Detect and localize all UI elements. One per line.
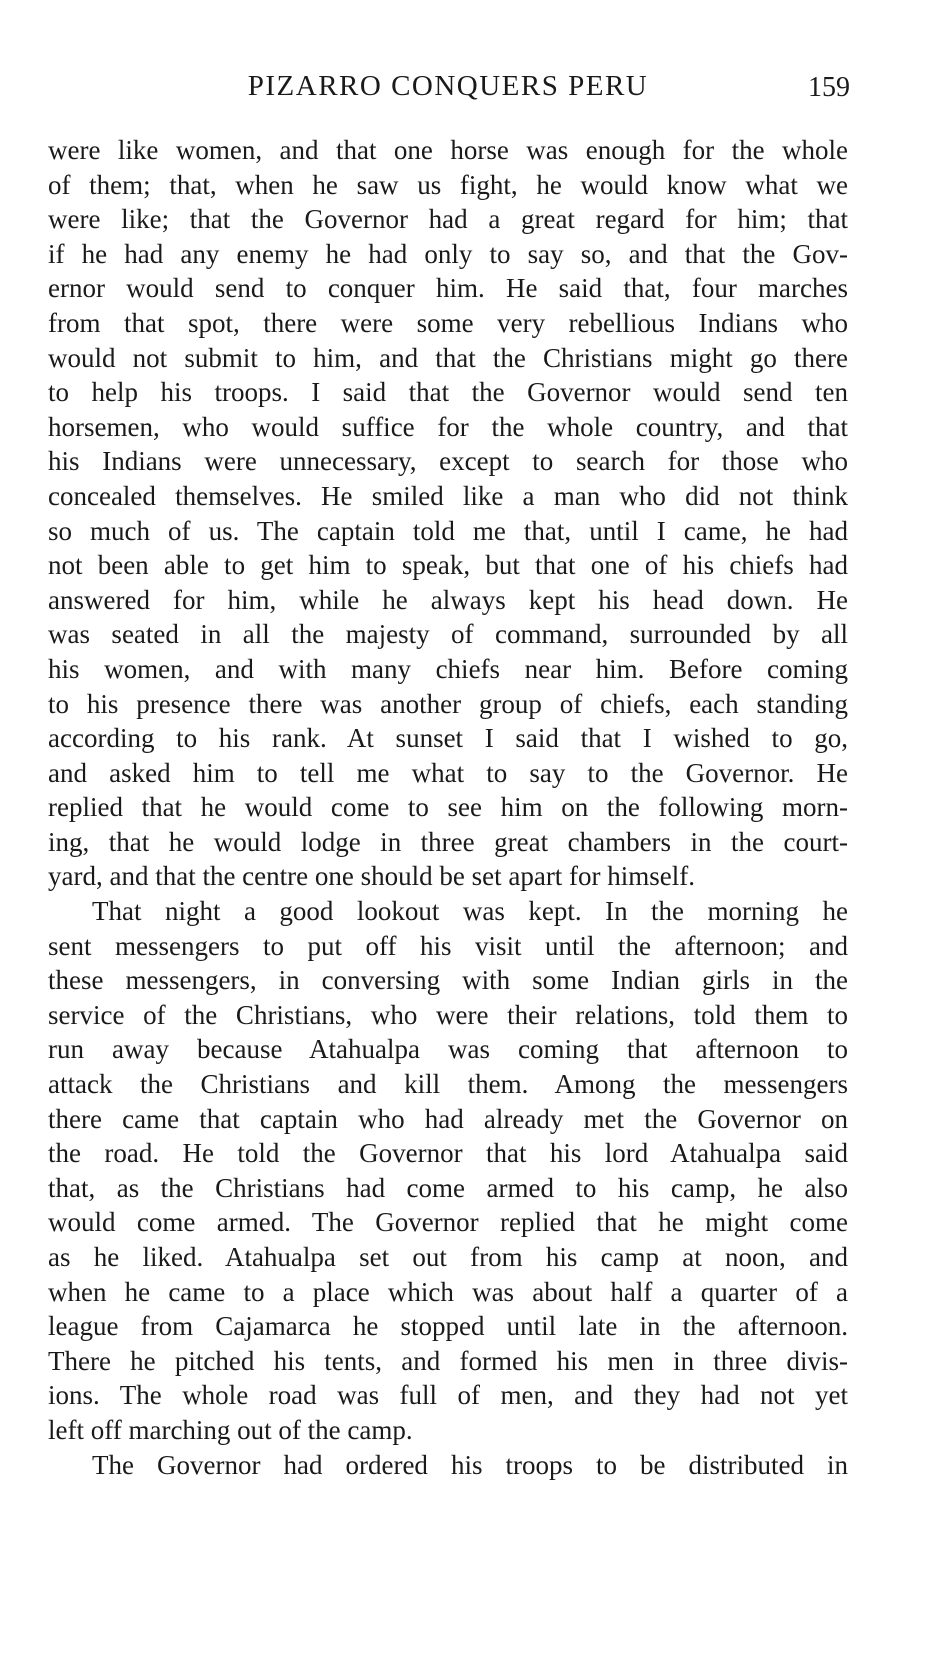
text-line: so much of us. The captain told me that, until I came, he had (48, 515, 848, 546)
text-line: The Governor had ordered his troops to be distributed in (92, 1449, 848, 1480)
text-line: of them; that, when he saw us fight, he would know what we (48, 169, 848, 200)
text-line: that, as the Christians had come armed to his camp, he also (48, 1172, 848, 1203)
text-line: would not submit to him, and that the Christians might go there (48, 342, 848, 373)
text-line: to help his troops. I said that the Governor would send ten (48, 377, 848, 408)
text-line: ernor would send to conquer him. He said that, four marches (48, 273, 848, 304)
text-line: ing, that he would lodge in three great chambers in the court- (48, 826, 848, 857)
page-number: 159 (808, 72, 850, 103)
text-line: according to his rank. At sunset I said that I wished to go, (48, 723, 848, 754)
text-line: concealed themselves. He smiled like a man who did not think (48, 480, 848, 511)
text-line: were like women, and that one horse was enough for the whole (48, 135, 848, 165)
text-line: not been able to get him to speak, but that one of his chiefs had (48, 550, 848, 581)
text-line: service of the Christians, who were their relations, told them to (48, 999, 848, 1030)
text-line: as he liked. Atahualpa set out from his camp at noon, and (48, 1242, 848, 1272)
text-line: answered for him, while he always kept his head down. He (48, 584, 848, 615)
text-line: would come armed. The Governor replied that he might come (48, 1207, 848, 1238)
text-line: his Indians were unnecessary, except to search for those who (48, 446, 848, 477)
text-line: when he came to a place which was about half a quarter of a (48, 1276, 848, 1307)
text-line: That night a good lookout was kept. In the morning he (92, 896, 848, 927)
text-line: yard, and that the centre one should be set apart for himself. (48, 861, 696, 892)
text-line: There he pitched his tents, and formed his men in three divis- (48, 1345, 848, 1376)
running-head (48, 70, 848, 110)
text-line: replied that he would come to see him on the following morn- (48, 792, 848, 823)
text-line: league from Cajamarca he stopped until late in the afternoon. (48, 1311, 848, 1342)
text-line: were like; that the Governor had a great regard for him; that (48, 204, 848, 235)
text-line: from that spot, there were some very rebellious Indians who (48, 307, 848, 338)
text-line: these messengers, in conversing with some Indian girls in the (48, 965, 848, 996)
text-line: the road. He told the Governor that his lord Atahualpa said (48, 1138, 848, 1169)
text-line: and asked him to tell me what to say to the Governor. He (48, 757, 848, 788)
text-line: there came that captain who had already met the Governor on (48, 1103, 848, 1134)
running-title: PIZARRO CONQUERS PERU (247, 70, 649, 102)
text-line: attack the Christians and kill them. Among the messengers (48, 1069, 848, 1100)
text-line: ions. The whole road was full of men, and they had not yet (48, 1380, 848, 1411)
text-line: if he had any enemy he had only to say so, and that the Gov- (48, 238, 848, 269)
text-line: was seated in all the majesty of command, surrounded by all (48, 619, 848, 650)
text-line: sent messengers to put off his visit until the afternoon; and (48, 930, 848, 961)
text-line: horsemen, who would suffice for the whole country, and that (48, 411, 848, 442)
text-line: run away because Atahualpa was coming that afternoon to (48, 1034, 848, 1065)
text-line: to his presence there was another group of chiefs, each standing (48, 688, 848, 719)
body-text (48, 133, 848, 1482)
text-line: his women, and with many chiefs near him. Before coming (48, 653, 848, 684)
text-line: left off marching out of the camp. (48, 1414, 413, 1445)
